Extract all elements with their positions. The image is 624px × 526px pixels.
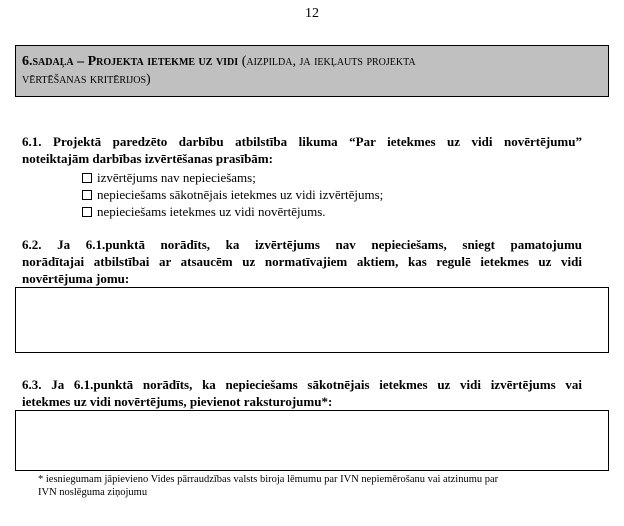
section-title-line-2 [22, 71, 598, 89]
option-label: nepieciešams sākotnējais ietekmes uz vidi izvērtējums; [97, 187, 384, 202]
option-initial-assessment[interactable] [82, 187, 383, 203]
question-6-1-line-1: 6.1. Projektā paredzēto darbību atbilstība likuma “Par ietekmes uz vidi novērtējumu” [22, 134, 582, 149]
question-6-3 [22, 376, 582, 410]
section-title-line-1 [22, 53, 598, 71]
question-6-2 [22, 236, 582, 287]
checkbox[interactable] [82, 207, 92, 217]
question-6-3-line-1: 6.3. Ja 6.1.punktā norādīts, ka nepieciešams sākotnējais ietekmes uz vidi izvērtējums vai [22, 377, 582, 392]
checkbox[interactable] [82, 173, 92, 183]
question-6-2-line-2: norādītajai atbilstībai ar atsaucēm uz normatīvajiem aktiem, kas regulē ietekmes uz vidi [22, 254, 582, 269]
section-number: 6. [22, 54, 33, 69]
section-note-part-2: vērtēšanas kritērijos [22, 72, 147, 87]
option-no-assessment[interactable] [82, 170, 256, 186]
question-6-3-line-2: ietekmes uz vidi novērtējums, pievienot raksturojumu*: [22, 394, 333, 409]
section-note-part-1: (aizpilda, ja iekļauts projekta [238, 54, 416, 69]
question-6-2-line-1: 6.2. Ja 6.1.punktā norādīts, ka izvērtējums nav nepieciešams, sniegt pamatojumu [22, 237, 582, 252]
footnote [38, 473, 586, 499]
option-label: nepieciešams ietekmes uz vidi novērtējums. [97, 204, 326, 219]
question-6-1 [22, 133, 582, 167]
section-header [15, 45, 609, 97]
question-6-1-line-2: noteiktajām darbības izvērtēšanas prasībām: [22, 151, 273, 166]
page-number: 12 [305, 6, 319, 21]
checkbox[interactable] [82, 190, 92, 200]
section-title: sadaļa – Projekta ietekme uz vidi [32, 54, 239, 69]
answer-field-6-3[interactable] [15, 410, 609, 471]
question-6-2-line-3: novērtējuma jomu: [22, 271, 130, 286]
section-note-end: ) [146, 72, 151, 87]
option-label: izvērtējums nav nepieciešams; [97, 170, 256, 185]
option-impact-assessment[interactable] [82, 204, 326, 220]
footnote-line-2: IVN noslēguma ziņojumu [38, 487, 148, 498]
answer-field-6-2[interactable] [15, 287, 609, 353]
footnote-line-1: * iesniegumam jāpievieno Vides pārraudzības valsts biroja lēmumu par IVN nepiemērošanu vai atzinumu par [38, 474, 499, 485]
